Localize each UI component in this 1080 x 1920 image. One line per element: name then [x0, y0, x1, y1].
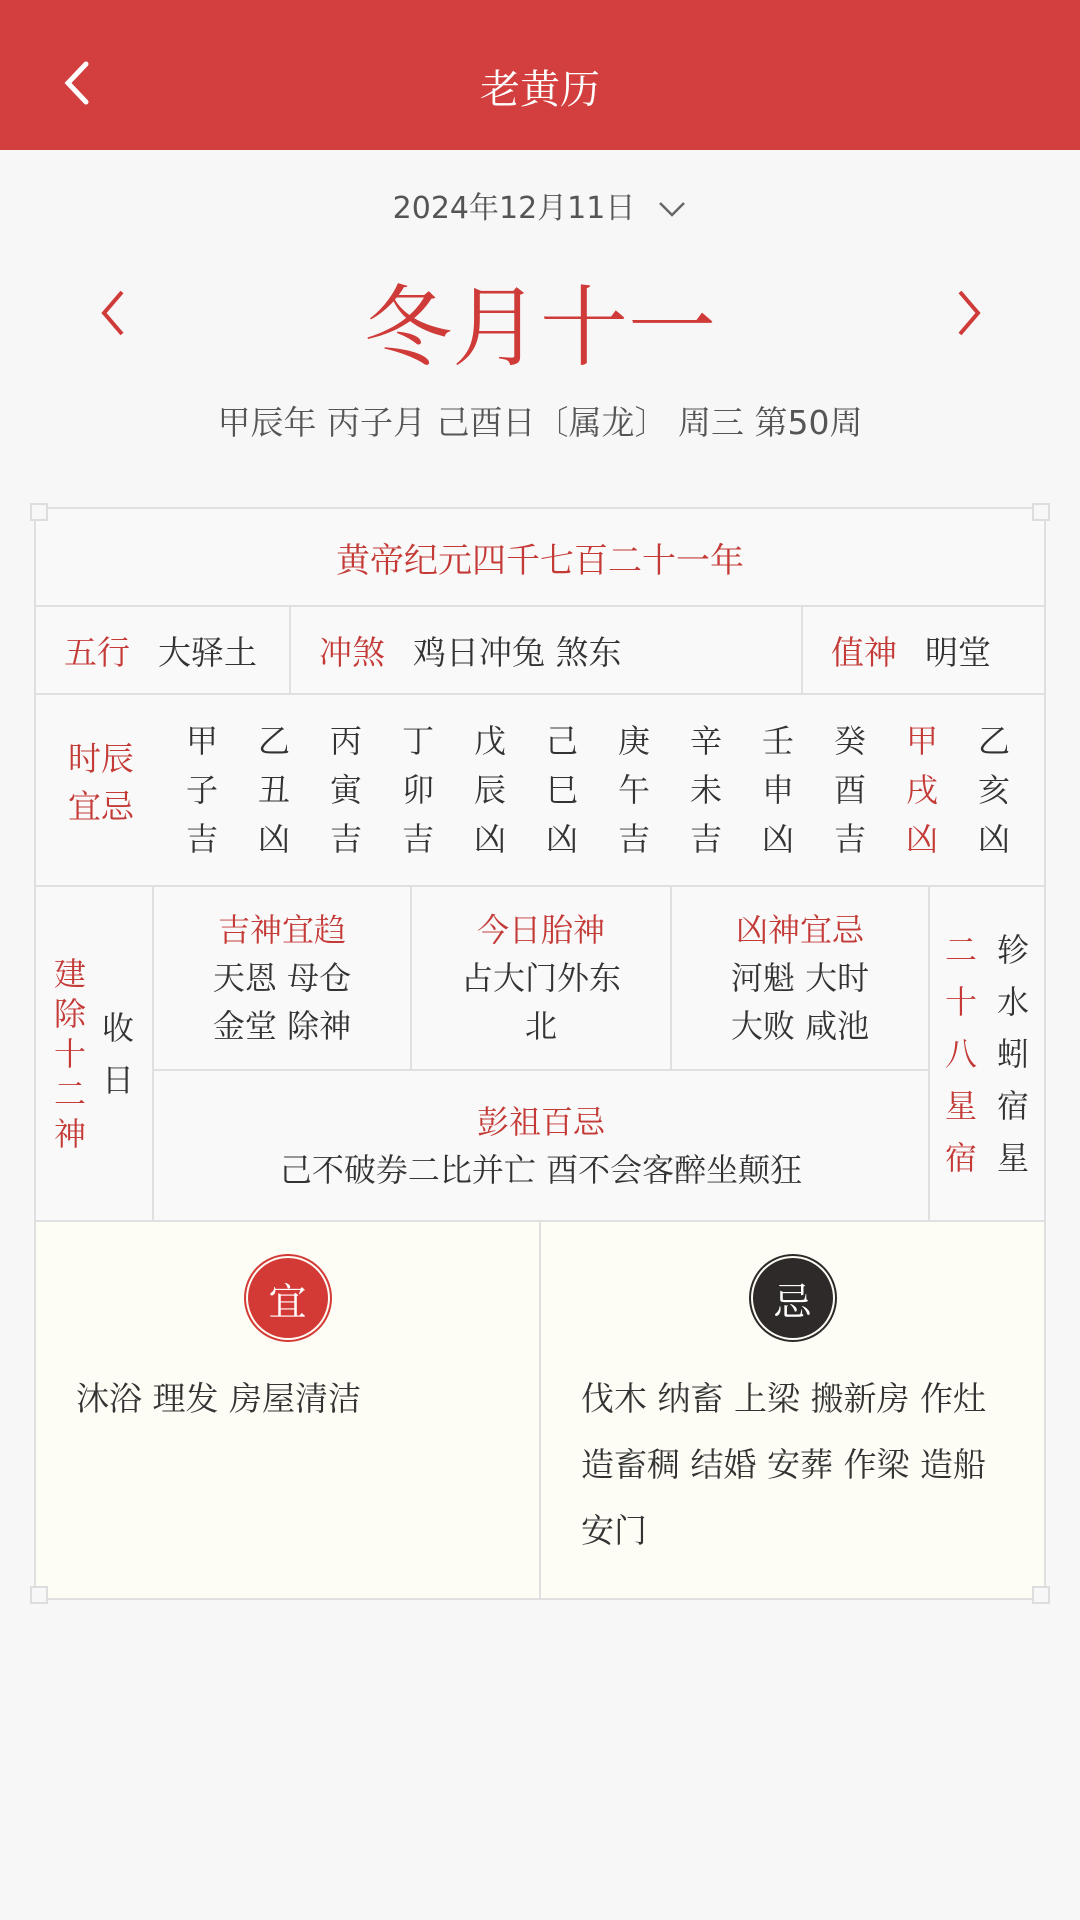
shichen-gan: 甲 — [185, 722, 218, 760]
shichen-zhi: 卯 — [401, 771, 434, 809]
shichen-luck: 吉 — [185, 820, 218, 858]
shichen-zhi: 辰 — [473, 771, 506, 809]
chongsha-cell — [291, 607, 803, 695]
shichen-gan: 己 — [545, 722, 578, 760]
date-picker[interactable] — [0, 183, 1080, 227]
corner-ornament — [1032, 1586, 1050, 1604]
next-day-button[interactable] — [948, 288, 988, 338]
page-title: 老黄历 — [480, 67, 600, 113]
shichen-gan: 丙 — [329, 722, 362, 760]
taishen-cell — [412, 887, 672, 1071]
shichen-hour — [742, 717, 814, 864]
shichen-gan: 乙 — [257, 722, 290, 760]
shichen-hour — [454, 717, 526, 864]
jishen-cell — [154, 887, 412, 1071]
zhishen-value: 明堂 — [925, 632, 991, 672]
ji-items: 伐木 纳畜 上梁 搬新房 作灶 造畜稠 结婚 安葬 作梁 造船 安门 — [581, 1379, 986, 1550]
wuxing-label: 五行 — [64, 632, 130, 672]
solar-date: 2024年12月11日 — [392, 191, 636, 226]
lunar-date: 冬月十一 — [363, 276, 716, 379]
taishen-label: 今日胎神 — [476, 911, 605, 949]
xiongshen-label: 凶神宜忌 — [735, 911, 864, 949]
zhishen-cell — [803, 607, 1044, 695]
shichen-zhi: 申 — [761, 771, 794, 809]
shichen-hour — [382, 717, 454, 864]
app-header — [0, 0, 1080, 150]
wuxing-cell — [36, 607, 291, 695]
taishen-value: 北 — [524, 1007, 557, 1045]
jishen-value: 天恩 母仓 — [212, 959, 352, 997]
shichen-gan: 甲 — [905, 722, 938, 760]
shichen-luck: 凶 — [545, 820, 578, 858]
pengzu-label: 彭祖百忌 — [476, 1103, 605, 1141]
shichen-gan: 丁 — [401, 722, 434, 760]
xiongshen-cell — [672, 887, 930, 1071]
zhishen-label: 值神 — [831, 632, 897, 672]
shichen-hour — [238, 717, 310, 864]
shichen-hour — [886, 717, 958, 864]
xingxiu-cell — [930, 887, 1044, 1221]
shichen-hour — [598, 717, 670, 864]
shichen-luck: 凶 — [905, 820, 938, 858]
xingxiu-value: 轸水蚓宿星 — [996, 931, 1029, 1177]
jishen-value: 金堂 除神 — [212, 1007, 352, 1045]
shichen-luck: 吉 — [833, 820, 866, 858]
shichen-zhi: 子 — [185, 771, 218, 809]
chongsha-label: 冲煞 — [319, 632, 385, 672]
ji-panel — [540, 1220, 1046, 1600]
jishen-label: 吉神宜趋 — [217, 911, 346, 949]
shichen-hour — [958, 717, 1030, 864]
shichen-gan: 戊 — [473, 722, 506, 760]
xingxiu-label: 二十八星宿 — [944, 931, 977, 1177]
corner-ornament — [30, 1586, 48, 1604]
ji-badge: 忌 — [753, 1258, 833, 1338]
shichen-luck: 凶 — [473, 820, 506, 858]
shichen-zhi: 酉 — [833, 771, 866, 809]
yi-panel — [34, 1220, 540, 1600]
shichen-luck: 凶 — [761, 820, 794, 858]
shichen-luck: 吉 — [401, 820, 434, 858]
era-year: 黄帝纪元四千七百二十一年 — [36, 509, 1044, 607]
corner-ornament — [30, 503, 48, 521]
shichen-hour — [310, 717, 382, 864]
shichen-zhi: 午 — [617, 771, 650, 809]
jianchu-cell — [36, 887, 154, 1221]
shichen-label: 时辰 宜忌 — [68, 739, 134, 826]
shichen-hour — [526, 717, 598, 864]
jianchu-value: 收日 — [101, 1009, 134, 1099]
shichen-gan: 壬 — [761, 722, 794, 760]
shichen-luck: 吉 — [617, 820, 650, 858]
chevron-right-icon — [948, 288, 988, 338]
xiongshen-value: 河魁 大时 — [730, 959, 870, 997]
shichen-zhi: 寅 — [329, 771, 362, 809]
shichen-luck: 吉 — [689, 820, 722, 858]
shichen-hour — [670, 717, 742, 864]
shichen-luck: 凶 — [977, 820, 1010, 858]
shichen-hour — [814, 717, 886, 864]
chongsha-value: 鸡日冲兔 煞东 — [413, 632, 622, 672]
wuxing-value: 大驿土 — [158, 632, 257, 672]
shichen-zhi: 亥 — [977, 771, 1010, 809]
shichen-gan: 乙 — [977, 722, 1010, 760]
shichen-hour — [166, 717, 238, 864]
taishen-value: 占大门外东 — [460, 959, 621, 997]
pengzu-value: 己不破券二比并亡 酉不会客醉坐颠狂 — [279, 1151, 803, 1189]
shichen-gan: 庚 — [617, 722, 650, 760]
jianchu-label: 建除十二神 — [53, 955, 86, 1153]
yi-badge: 宜 — [248, 1258, 328, 1338]
shichen-luck: 凶 — [257, 820, 290, 858]
shichen-luck: 吉 — [329, 820, 362, 858]
xiongshen-value: 大败 咸池 — [730, 1007, 870, 1045]
yi-items: 沐浴 理发 房屋清洁 — [76, 1379, 361, 1418]
corner-ornament — [1032, 503, 1050, 521]
chevron-down-icon — [657, 192, 687, 227]
shichen-gan: 癸 — [833, 722, 866, 760]
shichen-gan: 辛 — [689, 722, 722, 760]
shichen-zhi: 未 — [689, 771, 722, 809]
shichen-row — [36, 695, 1044, 887]
shichen-zhi: 丑 — [257, 771, 290, 809]
pengzu-cell — [154, 1071, 930, 1221]
shichen-zhi: 巳 — [545, 771, 578, 809]
shichen-zhi: 戌 — [905, 771, 938, 809]
ganzhi-info: 甲辰年 丙子月 己酉日〔属龙〕 周三 第50周 — [217, 403, 863, 442]
